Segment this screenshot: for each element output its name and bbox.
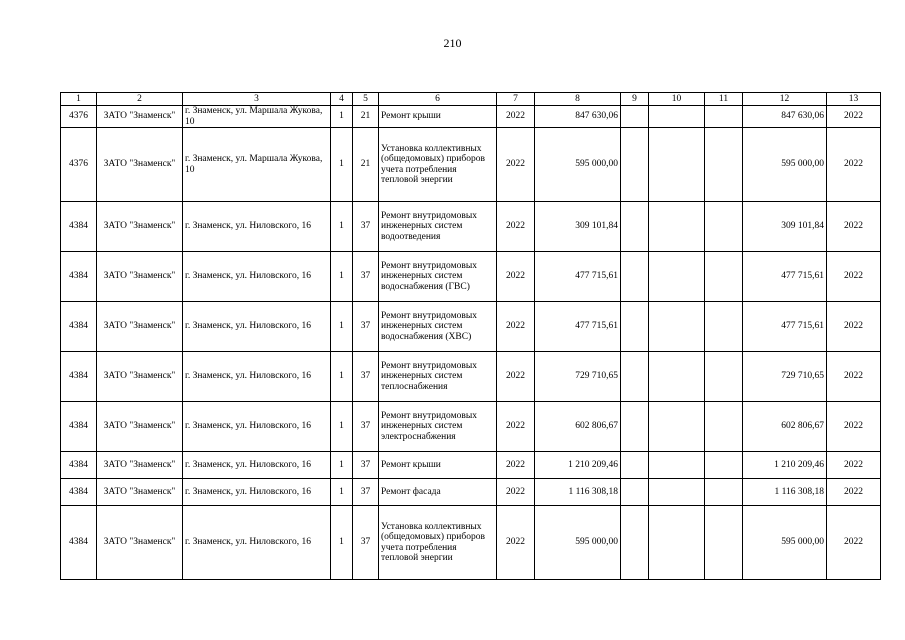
cell-c11 — [705, 479, 743, 506]
cell-c11 — [705, 252, 743, 302]
cell-c11 — [705, 506, 743, 580]
cell-c4: 1 — [331, 302, 353, 352]
table-row — [61, 506, 881, 580]
cell-total: 477 715,61 — [743, 252, 827, 302]
cell-address: г. Знаменск, ул. Маршала Жукова, 10 — [183, 128, 331, 202]
cell-code: 4376 — [61, 128, 97, 202]
cell-c5: 37 — [353, 352, 379, 402]
cell-address: г. Знаменск, ул. Ниловского, 16 — [183, 506, 331, 580]
table-row — [61, 452, 881, 479]
cell-c10 — [649, 479, 705, 506]
cell-amount: 595 000,00 — [535, 506, 621, 580]
cell-c5: 21 — [353, 106, 379, 128]
cell-plan_year: 2022 — [827, 452, 881, 479]
cell-address: г. Знаменск, ул. Ниловского, 16 — [183, 402, 331, 452]
cell-plan_year: 2022 — [827, 252, 881, 302]
cell-address: г. Знаменск, ул. Ниловского, 16 — [183, 452, 331, 479]
cell-year: 2022 — [497, 302, 535, 352]
cell-code: 4384 — [61, 402, 97, 452]
column-header: 9 — [621, 93, 649, 106]
cell-amount: 847 630,06 — [535, 106, 621, 128]
cell-total: 847 630,06 — [743, 106, 827, 128]
cell-plan_year: 2022 — [827, 106, 881, 128]
cell-c11 — [705, 452, 743, 479]
cell-c10 — [649, 352, 705, 402]
cell-address: г. Знаменск, ул. Ниловского, 16 — [183, 252, 331, 302]
cell-work: Ремонт внутридомовых инженерных систем водоснабжения (ГВС) — [379, 252, 497, 302]
cell-work: Ремонт внутридомовых инженерных систем водоотведения — [379, 202, 497, 252]
table-row — [61, 302, 881, 352]
cell-work: Ремонт крыши — [379, 452, 497, 479]
cell-district: ЗАТО "Знаменск" — [97, 402, 183, 452]
capital-repair-table — [60, 92, 881, 580]
cell-c5: 37 — [353, 479, 379, 506]
cell-c4: 1 — [331, 128, 353, 202]
cell-total: 595 000,00 — [743, 128, 827, 202]
cell-c10 — [649, 506, 705, 580]
cell-address: г. Знаменск, ул. Ниловского, 16 — [183, 302, 331, 352]
cell-c4: 1 — [331, 402, 353, 452]
table-row — [61, 352, 881, 402]
page-number: 210 — [443, 36, 462, 50]
cell-c11 — [705, 352, 743, 402]
cell-c11 — [705, 402, 743, 452]
cell-total: 602 806,67 — [743, 402, 827, 452]
cell-c4: 1 — [331, 452, 353, 479]
cell-plan_year: 2022 — [827, 302, 881, 352]
cell-c4: 1 — [331, 479, 353, 506]
column-header: 4 — [331, 93, 353, 106]
cell-work: Установка коллективных (общедомовых) приборов учета потребления тепловой энергии — [379, 506, 497, 580]
column-header: 11 — [705, 93, 743, 106]
cell-c5: 21 — [353, 128, 379, 202]
cell-work: Ремонт внутридомовых инженерных систем водоснабжения (ХВС) — [379, 302, 497, 352]
cell-c10 — [649, 302, 705, 352]
column-number-row — [61, 93, 881, 106]
cell-c10 — [649, 252, 705, 302]
cell-c5: 37 — [353, 402, 379, 452]
cell-district: ЗАТО "Знаменск" — [97, 202, 183, 252]
table-row — [61, 479, 881, 506]
column-header: 7 — [497, 93, 535, 106]
cell-work: Ремонт крыши — [379, 106, 497, 128]
cell-amount: 477 715,61 — [535, 302, 621, 352]
cell-c11 — [705, 302, 743, 352]
cell-work: Ремонт фасада — [379, 479, 497, 506]
cell-c5: 37 — [353, 302, 379, 352]
cell-c10 — [649, 128, 705, 202]
cell-amount: 602 806,67 — [535, 402, 621, 452]
cell-c9 — [621, 302, 649, 352]
cell-c9 — [621, 106, 649, 128]
cell-c5: 37 — [353, 452, 379, 479]
cell-code: 4384 — [61, 506, 97, 580]
cell-district: ЗАТО "Знаменск" — [97, 128, 183, 202]
cell-c11 — [705, 106, 743, 128]
table-row — [61, 252, 881, 302]
cell-total: 1 210 209,46 — [743, 452, 827, 479]
cell-year: 2022 — [497, 252, 535, 302]
cell-district: ЗАТО "Знаменск" — [97, 352, 183, 402]
cell-year: 2022 — [497, 402, 535, 452]
column-header: 8 — [535, 93, 621, 106]
cell-year: 2022 — [497, 479, 535, 506]
cell-amount: 309 101,84 — [535, 202, 621, 252]
cell-district: ЗАТО "Знаменск" — [97, 452, 183, 479]
cell-c11 — [705, 202, 743, 252]
cell-district: ЗАТО "Знаменск" — [97, 106, 183, 128]
cell-total: 309 101,84 — [743, 202, 827, 252]
cell-total: 729 710,65 — [743, 352, 827, 402]
cell-plan_year: 2022 — [827, 402, 881, 452]
cell-address: г. Знаменск, ул. Ниловского, 16 — [183, 479, 331, 506]
cell-c5: 37 — [353, 506, 379, 580]
cell-c5: 37 — [353, 252, 379, 302]
cell-c11 — [705, 128, 743, 202]
column-header: 2 — [97, 93, 183, 106]
cell-c9 — [621, 128, 649, 202]
column-header: 1 — [61, 93, 97, 106]
cell-work: Установка коллективных (общедомовых) приборов учета потребления тепловой энергии — [379, 128, 497, 202]
cell-plan_year: 2022 — [827, 479, 881, 506]
cell-year: 2022 — [497, 128, 535, 202]
cell-year: 2022 — [497, 202, 535, 252]
cell-work: Ремонт внутридомовых инженерных систем теплоснабжения — [379, 352, 497, 402]
cell-district: ЗАТО "Знаменск" — [97, 302, 183, 352]
cell-c4: 1 — [331, 506, 353, 580]
cell-c10 — [649, 452, 705, 479]
table-row — [61, 402, 881, 452]
cell-address: г. Знаменск, ул. Ниловского, 16 — [183, 352, 331, 402]
cell-c5: 37 — [353, 202, 379, 252]
cell-address: г. Знаменск, ул. Маршала Жукова, 10 — [183, 106, 331, 128]
cell-c9 — [621, 252, 649, 302]
column-header: 10 — [649, 93, 705, 106]
cell-c10 — [649, 402, 705, 452]
cell-c9 — [621, 479, 649, 506]
cell-code: 4384 — [61, 452, 97, 479]
cell-year: 2022 — [497, 352, 535, 402]
cell-address: г. Знаменск, ул. Ниловского, 16 — [183, 202, 331, 252]
table-row — [61, 202, 881, 252]
cell-code: 4384 — [61, 352, 97, 402]
cell-plan_year: 2022 — [827, 128, 881, 202]
cell-plan_year: 2022 — [827, 202, 881, 252]
cell-c9 — [621, 402, 649, 452]
cell-code: 4376 — [61, 106, 97, 128]
cell-plan_year: 2022 — [827, 506, 881, 580]
cell-district: ЗАТО "Знаменск" — [97, 506, 183, 580]
cell-work: Ремонт внутридомовых инженерных систем электроснабжения — [379, 402, 497, 452]
cell-amount: 1 116 308,18 — [535, 479, 621, 506]
table-row — [61, 128, 881, 202]
cell-total: 477 715,61 — [743, 302, 827, 352]
cell-c9 — [621, 506, 649, 580]
column-header: 6 — [379, 93, 497, 106]
table-row — [61, 106, 881, 128]
cell-year: 2022 — [497, 506, 535, 580]
cell-c9 — [621, 452, 649, 479]
cell-year: 2022 — [497, 452, 535, 479]
cell-c4: 1 — [331, 202, 353, 252]
cell-c9 — [621, 352, 649, 402]
column-header: 13 — [827, 93, 881, 106]
cell-code: 4384 — [61, 479, 97, 506]
cell-total: 1 116 308,18 — [743, 479, 827, 506]
cell-district: ЗАТО "Знаменск" — [97, 252, 183, 302]
column-header: 3 — [183, 93, 331, 106]
cell-total: 595 000,00 — [743, 506, 827, 580]
cell-amount: 729 710,65 — [535, 352, 621, 402]
cell-amount: 477 715,61 — [535, 252, 621, 302]
cell-code: 4384 — [61, 252, 97, 302]
cell-c4: 1 — [331, 352, 353, 402]
cell-amount: 595 000,00 — [535, 128, 621, 202]
column-header: 12 — [743, 93, 827, 106]
cell-code: 4384 — [61, 202, 97, 252]
cell-c4: 1 — [331, 252, 353, 302]
cell-code: 4384 — [61, 302, 97, 352]
cell-c10 — [649, 202, 705, 252]
cell-amount: 1 210 209,46 — [535, 452, 621, 479]
cell-c4: 1 — [331, 106, 353, 128]
cell-plan_year: 2022 — [827, 352, 881, 402]
cell-year: 2022 — [497, 106, 535, 128]
cell-c9 — [621, 202, 649, 252]
table-body — [61, 106, 881, 580]
column-header: 5 — [353, 93, 379, 106]
cell-c10 — [649, 106, 705, 128]
cell-district: ЗАТО "Знаменск" — [97, 479, 183, 506]
